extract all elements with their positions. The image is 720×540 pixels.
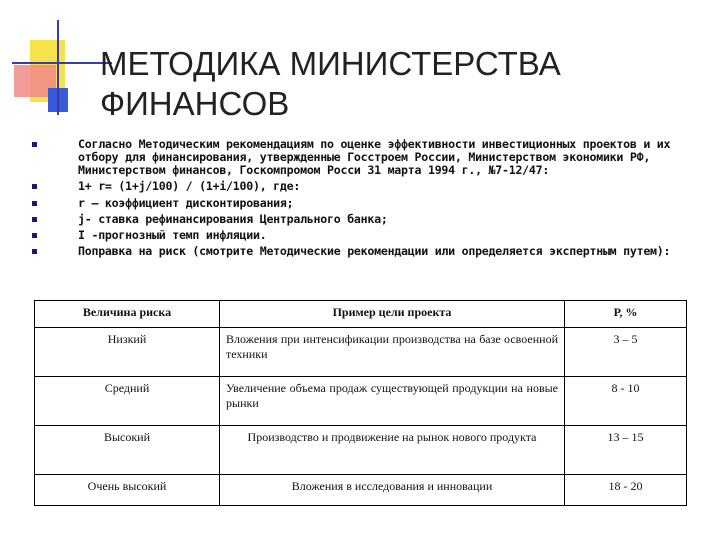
bullet-item: [32, 245, 712, 258]
decor-horizontal-line: [12, 62, 112, 64]
bullet-list: [32, 138, 712, 262]
cell-project-goal: Вложения в исследования и инновации: [220, 475, 565, 506]
bullet-item: [32, 180, 712, 193]
table-row: [35, 377, 687, 426]
bullet-square-icon: [32, 249, 37, 254]
cell-risk-level: Низкий: [35, 328, 220, 377]
table-row: [35, 475, 687, 506]
bullet-square-icon: [32, 184, 37, 189]
table-row: [35, 426, 687, 475]
bullet-item: [32, 138, 712, 177]
bullet-square-icon: [32, 142, 37, 147]
cell-project-goal: Производство и продвижение на рынок нового продукта: [220, 426, 565, 475]
cell-risk-level: Очень высокий: [35, 475, 220, 506]
table-header-row: [35, 301, 687, 328]
bullet-square-icon: [32, 201, 37, 206]
slide-title-line1: МЕТОДИКА МИНИСТЕРСТВА: [100, 45, 561, 82]
bullet-item: [32, 213, 712, 226]
slide-title-line2: ФИНАНСОВ: [100, 85, 290, 122]
decor-vertical-line: [57, 20, 59, 115]
risk-table: [34, 300, 687, 506]
cell-percent: 3 – 5: [565, 328, 687, 377]
bullet-text: Согласно Методическим рекомендациям по оценке эффективности инвестиционных проектов и их отбору для финансирования, утвержденные Госстроем России, Министерством экономики РФ, Министерством финансов, Госкомпромом Росси 31 марта 1994 г., №7-12/47:: [78, 137, 671, 177]
header-project-goal: Пример цели проекта: [220, 301, 565, 328]
cell-project-goal: Увеличение объема продаж существующей продукции на новые рынки: [220, 377, 565, 426]
bullet-text: 1+ r= (1+j/100) / (1+i/100), где:: [78, 179, 301, 194]
cell-risk-level: Средний: [35, 377, 220, 426]
slide-title: [100, 44, 700, 124]
cell-percent: 18 - 20: [565, 475, 687, 506]
cell-risk-level: Высокий: [35, 426, 220, 475]
bullet-text: r – коэффициент дисконтирования;: [78, 195, 294, 210]
bullet-square-icon: [32, 217, 37, 222]
bullet-text: I -прогнозный темп инфляции.: [78, 228, 267, 243]
table-row: [35, 328, 687, 377]
cell-percent: 13 – 15: [565, 426, 687, 475]
header-percent: Р, %: [565, 301, 687, 328]
bullet-square-icon: [32, 233, 37, 238]
cell-percent: 8 - 10: [565, 377, 687, 426]
cell-project-goal: Вложения при интенсификации производства на базе освоенной техники: [220, 328, 565, 377]
bullet-item: [32, 229, 712, 242]
bullet-text: Поправка на риск (смотрите Методические рекомендации или определяется экспертным путем):: [78, 244, 671, 259]
bullet-item: [32, 197, 712, 210]
header-risk-level: Величина риска: [35, 301, 220, 328]
bullet-text: j- ставка рефинансирования Центрального банка;: [78, 211, 388, 226]
